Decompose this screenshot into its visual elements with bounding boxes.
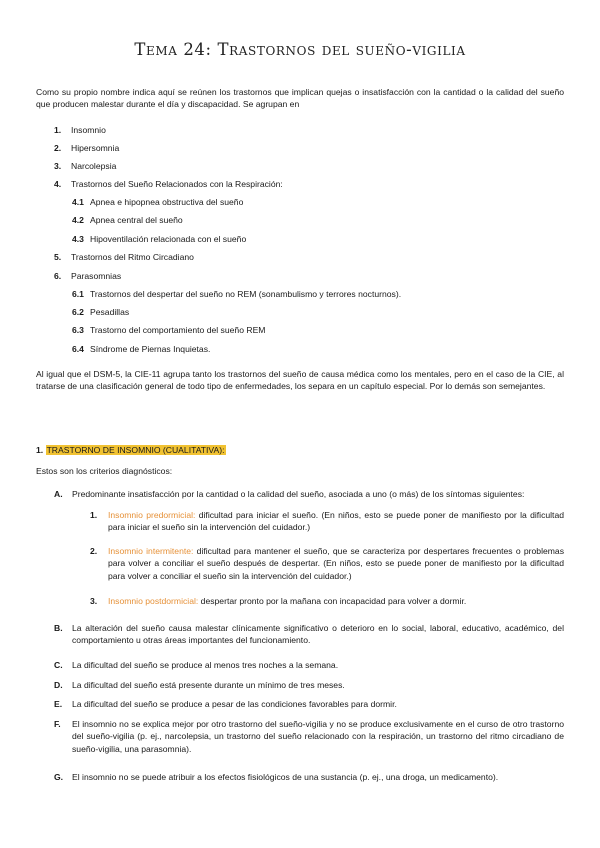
criteria-intro: Estos son los criterios diagnósticos:	[36, 466, 173, 476]
symptom-term: Insomnio predormicial:	[108, 510, 196, 520]
sub-list-item: 4.1 Apnea e hipopnea obstructiva del sueño	[72, 197, 244, 207]
list-item: 5. Trastornos del Ritmo Circadiano	[54, 252, 194, 262]
comparison-paragraph: Al igual que el DSM-5, la CIE-11 agrupa tanto los trastornos del sueño de causa médica como los mentales, pero en el caso de la CIE, al tratarse de una clasificación general de todo tipo de enfermedades, los separa en un capítulo especial. Por lo demás son semejantes.	[36, 369, 564, 392]
sub-list-item: 6.2 Pesadillas	[72, 307, 130, 317]
list-item: 2. Hipersomnia	[54, 143, 120, 153]
list-item: 4. Trastornos del Sueño Relacionados con la Respiración:	[54, 179, 283, 189]
sub-list-item: 6.4 Síndrome de Piernas Inquietas.	[72, 344, 211, 354]
sub-list-item: 6.3 Trastorno del comportamiento del sueño REM	[72, 325, 266, 335]
page-title: Tema 24: Trastornos del sueño-vigilia	[134, 40, 466, 59]
symptom-term: Insomnio intermitente:	[108, 546, 194, 556]
list-item: 1. Insomnio	[54, 125, 106, 135]
sub-list-item: 6.1 Trastornos del despertar del sueño no REM (sonambulismo y terrores nocturnos).	[72, 289, 402, 299]
sub-list-item: 4.3 Hipoventilación relacionada con el sueño	[72, 234, 247, 244]
list-item: 3. Narcolepsia	[54, 161, 117, 171]
sub-list-item: 4.2 Apnea central del sueño	[72, 215, 183, 225]
intro-paragraph: Como su propio nombre indica aquí se reúnen los trastornos que implican quejas o insatisfacción con la cantidad o la calidad del sueño que producen malestar durante el día y discapacidad. Se agrupan en	[36, 87, 564, 110]
symptom-term: Insomnio postdormicial:	[108, 596, 199, 606]
document-page: Tema 24: Trastornos del sueño-vigilia Como su propio nombre indica aquí se reúnen los trastornos que implican quejas o insatisfacción con la cantidad o la calidad del sueño que producen malestar durante el día y discapacidad. Se agrupan en 1. Insomnio 2. Hipersomnia 3. Narcolepsia 4. Trastornos del Sueño Relacionados con la Respiración: 4.1 Apnea e hipopnea obstructiva del sueño 4.2 Apnea central del sueño 4.3 Hipoventilación relacionada con el sueño 5. Trastornos del Ritmo Circadiano 6. Parasomnias 6.1 Trastornos del despertar del sueño no REM (sonambulismo y terrores nocturnos). 6.2 Pesadillas 6.3 Trastorno del comportamiento del sueño REM 6.4 Síndrome de Piernas Inquietas. Al igual que el DSM-5, la CIE-11 agrupa tanto los trastornos del sueño de causa médica como los mentales, pero en el caso de la CIE, al tratarse de una clasificación general de todo tipo de enfermedades, los separa en un capítulo especial. Por lo demás son semejantes. 1. TRASTORNO DE INSOMNIO (CUALITATIVA): Estos son los criterios diagnósticos: A. Predominante insatisfacción por la cantidad o la calidad del sueño, asociada a uno (o más) de los síntomas siguientes: 1. Insomnio predormicial: dificultad para iniciar el sueño. (En niños, esto se puede poner de manifiesto por la dificultad para iniciar el sueño sin la intervención del cuidador.) 2. Insomnio intermitente: dificultad para mantener el sueño, que se caracteriza por despertares frecuentes o problemas para volver a conciliar el sueño después de despertar. (En niños, esto se puede poner de manifiesto por la dificultad para volver a conciliar el sueño sin la intervención del cuidador.) 3. Insomnio postdormicial: despertar pronto por la mañana con incapacidad para volver a dormir. B. La alteración del sueño causa malestar clínicamente significativo o deterioro en lo social, laboral, educativo, académico, del comportamiento u otras áreas importantes del funcionamiento. C. La dificultad del sueño se produce al menos tres noches a la semana. D. La dificultad del sueño está presente durante un mínimo de tres meses. E. La dificultad del sueño se produce a pesar de las condiciones favorables para dormir. F. El insomnio no se explica mejor por otro trastorno del sueño-vigilia y no se produce exclusivamente en el curso de otro trastorno del sueño-vigilia (p. ej., narcolepsia, un trastorno del sueño relacionado con la respiración, un trastorno del ritmo circadiano de sueño-vigilia, una parasomnia). G. El insomnio no se puede atribuir a los efectos fisiológicos de una sustancia (p. ej., una droga, un medicamento).	[0, 0, 600, 848]
section-heading: 1. TRASTORNO DE INSOMNIO (CUALITATIVA):	[36, 445, 225, 455]
list-item: 6. Parasomnias	[54, 271, 122, 281]
